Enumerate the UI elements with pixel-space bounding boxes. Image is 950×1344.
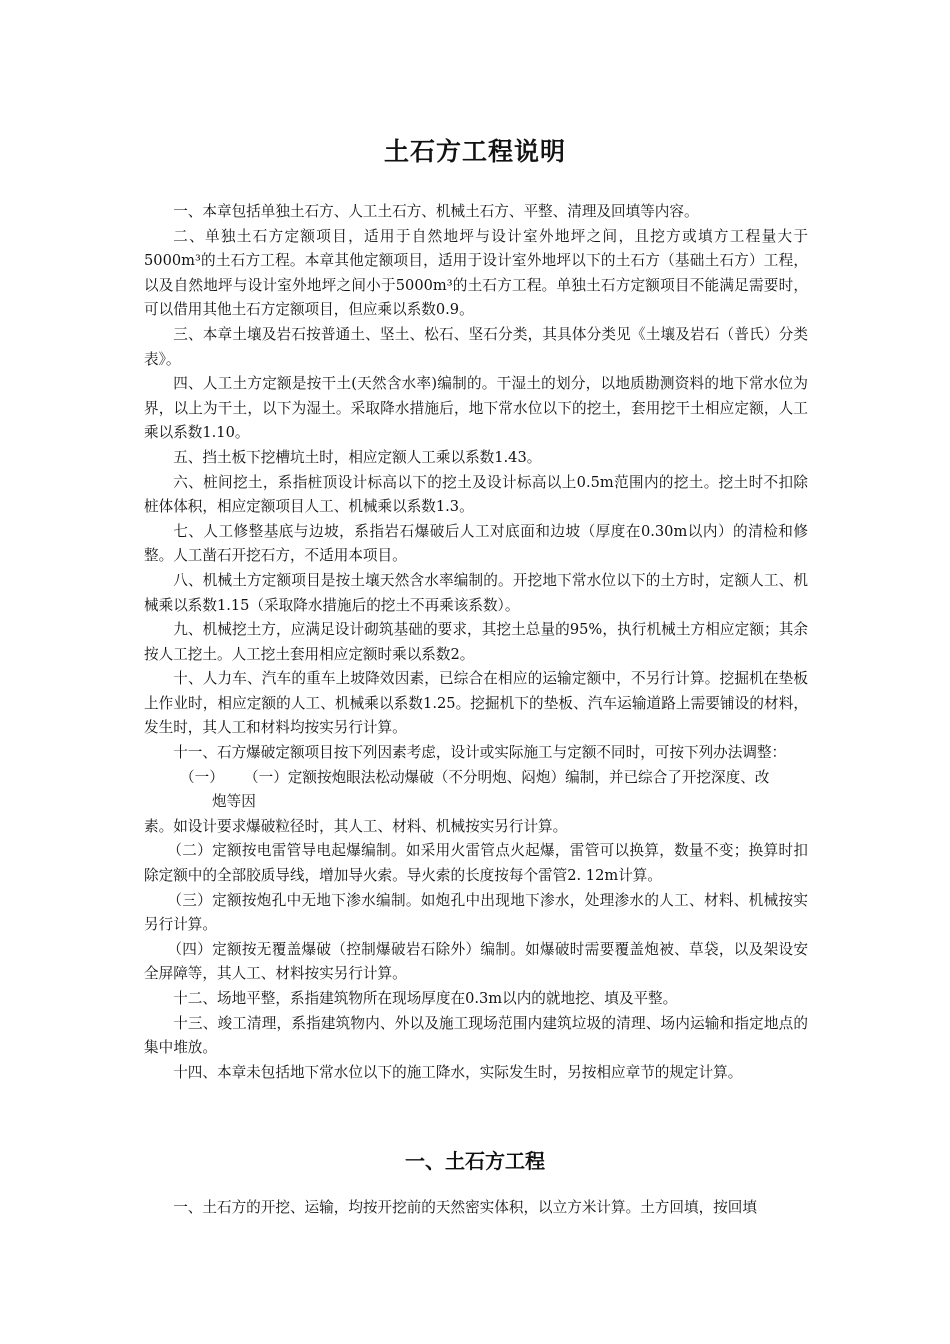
sub-item-2: （二）定额按电雷管导电起爆编制。如采用火雷管点火起爆，雷管可以换算，数量不变；换算时扣除定额中的全部胶质导线，增加导火索。导火索的长度按每个雷管2. 12m计算。 (144, 842, 808, 885)
paragraph-2: 二、单独土石方定额项目，适用于自然地坪与设计室外地坪之间，且挖方或填方工程量大于5000m³的土石方工程。本章其他定额项目，适用于设计室外地坪以下的土石方（基础土石方）工程，以及自然地坪与设计室外地坪之间小于5000m³的土石方工程。单独土石方定额项目不能满足需要时，可以借用其他土石方定额项目，但应乘以系数0.9。 (144, 227, 808, 319)
paragraph-9: 九、机械挖土方，应满足设计砌筑基础的要求，其挖土总量的95%，执行机械土方相应定额；其余按人工挖土。人工挖土套用相应定额时乘以系数2。 (144, 621, 808, 663)
paragraph-12: 十二、场地平整，系指建筑物所在现场厚度在0.3m以内的就地挖、填及平整。 (173, 990, 678, 1007)
paragraph-13: 十三、竣工清理，系指建筑物内、外以及施工现场范围内建筑垃圾的清理、场内运输和指定地点的集中堆放。 (144, 1014, 808, 1057)
paragraph-4: 四、人工土方定额是按干土(天然含水率)编制的。干湿土的划分，以地质勘测资料的地下常水位为界，以上为干土，以下为湿土。采取降水措施后，地下常水位以下的挖土，套用挖干土相应定额，人工乘以系数1.10。 (144, 375, 808, 442)
paragraph-8: 八、机械土方定额项目是按土壤天然含水率编制的。开挖地下常水位以下的土方时，定额人工、机械乘以系数1.15（采取降水措施后的挖土不再乘该系数）。 (144, 571, 808, 614)
sub-item-4: （四）定额按无覆盖爆破（控制爆破岩石除外）编制。如爆破时需要覆盖炮被、草袋，以及架设安全屏障等，其人工、材料按实另行计算。 (144, 940, 808, 983)
page-title: 土石方工程说明 (383, 137, 566, 166)
document-body (144, 200, 808, 1085)
sub-item-1-number: （一） (180, 768, 224, 786)
paragraph-6: 六、桩间挖土，系指桩顶设计标高以下的挖土及设计标高以上0.5m范围内的挖土。挖土时不扣除桩体体积，相应定额项目人工、机械乘以系数1.3。 (144, 473, 808, 516)
section-paragraph-1: 一、土石方的开挖、运输，均按开挖前的天然密实体积，以立方米计算。土方回填，按回填 (173, 1199, 757, 1216)
paragraph-5: 五、挡土板下挖槽坑土时，相应定额人工乘以系数1.43。 (173, 448, 542, 466)
paragraph-3: 三、本章土壤及岩石按普通土、坚土、松石、坚石分类，其具体分类见《土壤及岩石（普氏）分类表》。 (144, 325, 808, 368)
section-body (144, 1196, 808, 1221)
sub-item-1-line1: （一）定额按炮眼法松动爆破（不分明炮、闷炮）编制，并已综合了开挖深度、改 (244, 768, 770, 786)
sub-item-1-line3: 素。如设计要求爆破粒径时，其人工、材料、机械按实另行计算。 (144, 817, 568, 835)
paragraph-14: 十四、本章未包括地下常水位以下的施工降水，实际发生时，另按相应章节的规定计算。 (173, 1063, 743, 1081)
sub-item-1 (144, 766, 808, 791)
paragraph-11: 十一、石方爆破定额项目按下列因素考虑，设计或实际施工与定额不同时，可按下列办法调整： (173, 744, 787, 762)
sub-item-3: （三）定额按炮孔中无地下渗水编制。如炮孔中出现地下渗水，处理渗水的人工、材料、机械按实另行计算。 (144, 891, 808, 934)
paragraph-1: 一、本章包括单独土石方、人工土石方、机械土石方、平整、清理及回填等内容。 (173, 203, 699, 220)
paragraph-10: 十、人力车、汽车的重车上坡降效因素，已综合在相应的运输定额中，不另行计算。挖掘机在垫板上作业时，相应定额的人工、机械乘以系数1.25。挖掘机下的垫板、汽车运输道路上需要铺设的材料，发生时，其人工和材料均按实另行计算。 (144, 670, 808, 737)
section-title: 一、土石方工程 (405, 1149, 545, 1173)
paragraph-7: 七、人工修整基底与边坡，系指岩石爆破后人工对底面和边坡（厚度在0.30m以内）的清检和修整。人工凿石开挖石方，不适用本项目。 (144, 522, 808, 565)
sub-item-1-line2: 炮等因 (212, 793, 256, 811)
